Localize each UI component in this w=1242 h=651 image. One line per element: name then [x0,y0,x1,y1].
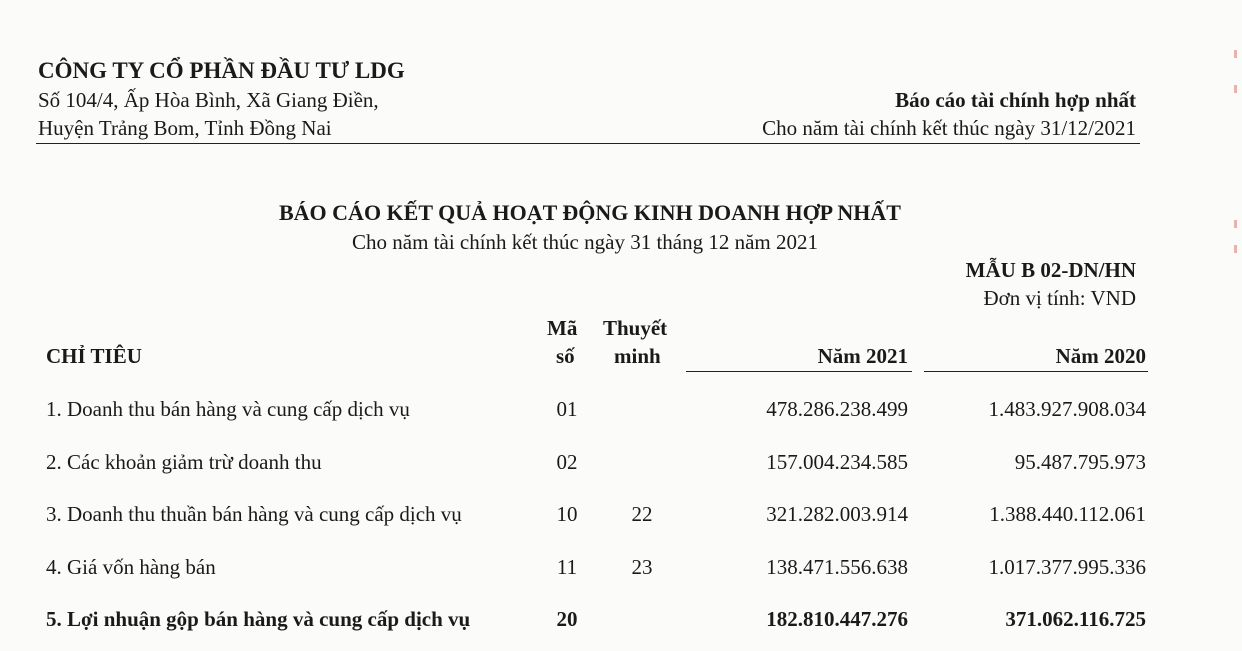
report-type: Báo cáo tài chính hợp nhất [895,88,1136,112]
table-row [0,450,1242,480]
table-row [0,502,1242,532]
row-value-2020: 1.483.927.908.034 [988,397,1146,421]
table-row [0,607,1242,637]
company-name: CÔNG TY CỔ PHẦN ĐẦU TƯ LDG [38,58,405,83]
report-period: Cho năm tài chính kết thúc ngày 31/12/2021 [762,116,1136,140]
row-note: 22 [631,502,653,526]
report-title: BÁO CÁO KẾT QUẢ HOẠT ĐỘNG KINH DOANH HỢP NHẤT [279,200,901,225]
column-header-code-line1: Mã [547,316,578,340]
row-value-2021: 478.286.238.499 [766,397,908,421]
company-address-line1: Số 104/4, Ấp Hòa Bình, Xã Giang Điền, [38,88,379,112]
column-header-code-line2: số [556,344,575,368]
column-underline-2021 [686,371,912,372]
row-value-2020: 1.388.440.112.061 [989,502,1146,526]
row-code: 02 [556,450,578,474]
scan-edge-marks [1232,40,1240,340]
row-value-2020: 371.062.116.725 [1005,607,1146,631]
row-value-2021: 182.810.447.276 [766,607,908,631]
row-value-2020: 95.487.795.973 [1014,450,1146,474]
company-address-line2: Huyện Trảng Bom, Tỉnh Đồng Nai [38,116,332,140]
row-label: 1. Doanh thu bán hàng và cung cấp dịch vụ [46,397,410,421]
row-value-2021: 138.471.556.638 [766,555,908,579]
table-row [0,555,1242,585]
column-header-note-line1: Thuyết [603,316,668,340]
row-value-2020: 1.017.377.995.336 [988,555,1146,579]
row-code: 11 [556,555,578,579]
row-note: 23 [631,555,653,579]
row-label: 3. Doanh thu thuần bán hàng và cung cấp dịch vụ [46,502,462,526]
table-row [0,397,1242,427]
row-label: 5. Lợi nhuận gộp bán hàng và cung cấp dịch vụ [46,607,471,631]
row-label: 2. Các khoản giảm trừ doanh thu [46,450,322,474]
form-code: MẪU B 02-DN/HN [965,258,1136,282]
column-header-note-line2: minh [614,344,661,368]
row-code: 20 [556,607,578,631]
column-header-2021: Năm 2021 [817,344,908,368]
row-code: 01 [556,397,578,421]
row-value-2021: 321.282.003.914 [766,502,908,526]
report-subtitle: Cho năm tài chính kết thúc ngày 31 tháng 12 năm 2021 [352,230,818,254]
column-header-item: CHỈ TIÊU [46,344,142,368]
row-code: 10 [556,502,578,526]
column-underline-2020 [924,371,1148,372]
header-divider [36,143,1140,144]
column-header-2020: Năm 2020 [1055,344,1146,368]
row-label: 4. Giá vốn hàng bán [46,555,216,579]
row-value-2021: 157.004.234.585 [766,450,908,474]
currency-unit: Đơn vị tính: VND [983,286,1136,310]
